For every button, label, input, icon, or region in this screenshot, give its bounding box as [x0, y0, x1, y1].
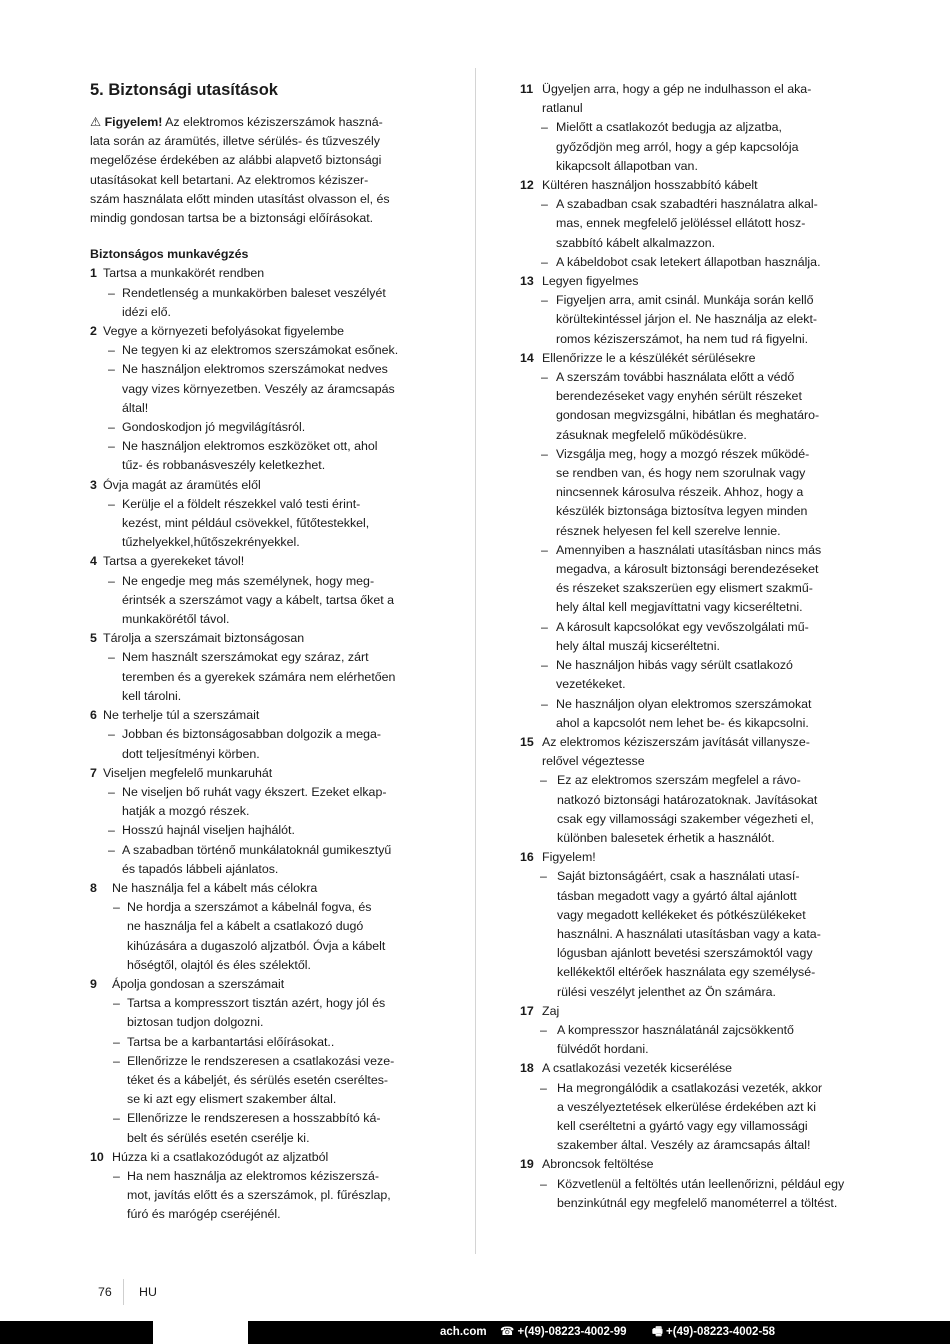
bullet-line: berendezéseket vagy enyhén sérült részeket [556, 389, 802, 404]
bullet-dash: – [108, 727, 115, 742]
bullet-line: kezést, mint például csövekkel, fűtőtestekkel, [122, 516, 370, 531]
bullet-line: benzinkútnál egy megfelelő manométerrel a töltést. [557, 1195, 838, 1210]
footer-separator [123, 1279, 124, 1305]
subheading: Biztonságos munkavégzés [90, 247, 249, 262]
bullet-line: Ellenőrizze le rendszeresen a csatlakozási veze- [127, 1053, 395, 1068]
item-number: 3 [90, 477, 97, 492]
bullet-item [520, 1175, 865, 1213]
bullet-item [520, 445, 865, 541]
intro-line: utasításokat kell betartani. Az elektromos kéziszer- [90, 172, 369, 187]
bullet-dash: – [540, 773, 547, 788]
bullet-line: kikapcsolt állapotban van. [556, 158, 698, 173]
item-heading [520, 176, 865, 195]
bullet-line: romos kéziszerszámot, ha nem tud rá figyelni. [556, 331, 809, 346]
item-number: 14 [520, 350, 534, 365]
item-title-line: Zaj [542, 1003, 560, 1018]
bullet-item [90, 1033, 435, 1052]
bullet-line: Ha megrongálódik a csatlakozási vezeték, akkor [557, 1080, 823, 1095]
bullet-line: Ne hordja a szerszámot a kábelnál fogva, és [127, 900, 372, 915]
bullet-line: résznek helyesen fel kell szerelve lennie. [556, 523, 781, 538]
bullet-line: A kábeldobot csak letekert állapotban használja. [556, 254, 821, 269]
bullet-dash: – [108, 285, 115, 300]
bullet-line: tásban megadott vagy a gyártó által ajánlott [557, 888, 797, 903]
left-column [90, 80, 435, 1225]
item-heading [520, 349, 865, 368]
bullet-line: zásuknak megfelelő működésükre. [556, 427, 747, 442]
item-heading [520, 1059, 865, 1078]
bullet-item [90, 572, 435, 630]
item-title: Ne használja fel a kábelt más célokra [112, 880, 318, 895]
left-item-list [90, 264, 435, 1224]
bullet-line: nincsennek károsulva részeik. Ahhoz, hogy a [556, 485, 804, 500]
bullet-line: tűzhelyekkel,hűtőszekrényekkel. [122, 535, 300, 550]
intro-line: mindig gondosan tartsa be a biztonsági előírásokat. [90, 211, 374, 226]
item-number: 8 [90, 880, 97, 895]
intro-line: Az elektromos kéziszerszámok haszná- [162, 115, 383, 129]
item-heading [90, 552, 435, 571]
item-number: 9 [90, 976, 97, 991]
bullet-item [520, 656, 865, 694]
bullet-line: ne használja fel a kábelt a csatlakozó dugó [127, 919, 364, 934]
bullet-line: csak egy villamossági szakember végezheti el, [557, 811, 814, 826]
bullet-item [520, 291, 865, 349]
page-number: 76 [98, 1285, 112, 1299]
bullet-dash: – [540, 1022, 547, 1037]
bullet-item [90, 1109, 435, 1147]
bullet-dash: – [108, 842, 115, 857]
item-title: Tartsa a gyerekeket távol! [103, 554, 245, 569]
bullet-dash: – [108, 784, 115, 799]
bullet-line: és részeket szakszerüen egy elismert szakmű- [556, 581, 813, 596]
bullet-line: Ne használjon hibás vagy sérült csatlakozó [556, 658, 793, 673]
bullet-item [90, 437, 435, 475]
item-heading [520, 80, 865, 118]
item-title-line: ratlanul [542, 101, 583, 116]
item-title: Vegye a környezeti befolyásokat figyelembe [103, 324, 345, 339]
bullet-line: megadva, a károsult biztonsági berendezéseket [556, 562, 819, 577]
bullet-line: fúró és marógép cseréjénél. [127, 1207, 281, 1222]
item-heading [520, 848, 865, 867]
item-number: 12 [520, 178, 534, 193]
item-number: 7 [90, 765, 97, 780]
item-number: 6 [90, 708, 97, 723]
item-heading [90, 476, 435, 495]
item-heading [90, 706, 435, 725]
item-title: Ne terhelje túl a szerszámait [103, 708, 260, 723]
bullet-line: A szabadban csak szabadtéri használatra alkal- [556, 197, 818, 212]
bullet-line: A szabadban történő munkálatoknál gumikesztyű [122, 842, 392, 857]
intro-line: szám használata előtt minden utasítást olvasson el, és [90, 191, 390, 206]
bullet-line: tűz- és robbanásveszély keletkezhet. [122, 458, 326, 473]
bullet-line: Figyeljen arra, amit csinál. Munkája során kellő [556, 293, 814, 308]
bullet-dash: – [113, 1111, 120, 1126]
bullet-dash: – [113, 1168, 120, 1183]
item-number: 17 [520, 1003, 534, 1018]
bullet-dash: – [541, 293, 548, 308]
bullet-line: ahol a kapcsolót nem lehet be- és kikapcsolni. [556, 715, 809, 730]
item-heading [520, 272, 865, 291]
bullet-dash: – [108, 496, 115, 511]
item-number: 4 [90, 554, 97, 569]
bullet-item [520, 253, 865, 272]
bullet-dash: – [541, 197, 548, 212]
bullet-line: Amennyiben a használati utasításban nincs más [556, 542, 822, 557]
item-number: 13 [520, 274, 534, 289]
bullet-line: téket és a kábeljét, és sérülés esetén cseréltes- [127, 1072, 389, 1087]
bullet-line: Jobban és biztonságosabban dolgozik a mega- [122, 727, 382, 742]
bullet-item [90, 418, 435, 437]
item-number: 19 [520, 1157, 534, 1172]
bullet-line: teremben és a gyerekek számára nem elérhetően [122, 669, 396, 684]
item-heading [90, 322, 435, 341]
item-heading [90, 879, 435, 898]
bullet-line: hatják a mozgó részek. [122, 804, 250, 819]
bullet-line: győződjön meg arról, hogy a gép kapcsolója [556, 139, 799, 154]
item-title: Óvja magát az áramütés elől [103, 477, 261, 492]
fax-text: 🖷 +(49)-08223-4002-58 [652, 1326, 776, 1338]
bullet-line: kihúzására a dugaszoló aljzatból. Óvja a kábelt [127, 938, 386, 953]
item-title-line: Kültéren használjon hosszabbító kábelt [542, 178, 758, 193]
bullet-item [90, 341, 435, 360]
item-title-line: Az elektromos kéziszerszám javítását villanysze- [542, 734, 810, 749]
website-text: ach.com [440, 1326, 487, 1338]
section-title: 5. Biztonsági utasítások [90, 81, 278, 99]
intro-paragraph [90, 113, 435, 228]
bullet-item [90, 495, 435, 553]
item-number: 5 [90, 631, 97, 646]
item-heading [90, 764, 435, 783]
item-title-line: Ügyeljen arra, hogy a gép ne indulhasson el aka- [542, 82, 812, 96]
bullet-item [90, 994, 435, 1032]
bullet-dash: – [541, 619, 548, 634]
bullet-line: natkozó biztonsági határozatoknak. Javításokat [557, 792, 818, 807]
bullet-item [520, 695, 865, 733]
bullet-line: belt és sérülés esetén cserélje ki. [127, 1130, 310, 1145]
bullet-dash: – [108, 439, 115, 454]
bullet-dash: – [541, 120, 548, 135]
bullet-line: Saját biztonságáért, csak a használati utasí- [557, 869, 800, 884]
bullet-item [90, 783, 435, 821]
bullet-dash: – [108, 650, 115, 665]
bullet-line: által! [122, 400, 149, 415]
bullet-line: Ne használjon elektromos eszközöket ott, ahol [122, 439, 378, 454]
bullet-item [90, 841, 435, 879]
bullet-line: Ne tegyen ki az elektromos szerszámokat esőnek. [122, 343, 399, 358]
bullet-line: mot, javítás előtt és a szerszámok, pl. fűrészlap, [127, 1188, 391, 1203]
bullet-line: Ha nem használja az elektromos kéziszerszá- [127, 1168, 380, 1183]
bullet-line: érintsék a szerszámot vagy a kábelt, tartsa őket a [122, 592, 395, 607]
bullet-line: Ne engedje meg más személynek, hogy meg- [122, 573, 375, 588]
item-number: 15 [520, 734, 534, 749]
bullet-item [520, 771, 865, 848]
item-title: Tartsa a munkakörét rendben [103, 266, 265, 281]
bullet-line: vezetékeket. [556, 677, 626, 692]
item-heading [520, 1002, 865, 1021]
bullet-dash: – [108, 573, 115, 588]
bullet-line: kell tárolni. [122, 688, 182, 703]
item-title-line: Ellenőrizze le a készülékét sérülésekre [542, 350, 756, 365]
item-heading [90, 1148, 435, 1167]
bullet-dash: – [541, 446, 548, 461]
item-number: 1 [90, 266, 97, 281]
item-title-line: Figyelem! [542, 850, 596, 865]
bullet-dash: – [113, 1034, 120, 1049]
bullet-line: biztosan tudjon dolgozni. [127, 1015, 264, 1030]
bullet-item [90, 648, 435, 706]
bullet-line: A szerszám további használata előtt a védő [556, 370, 795, 385]
bullet-dash: – [108, 362, 115, 377]
bullet-line: hőségtől, olajtól és éles szélektől. [127, 957, 311, 972]
right-column [520, 80, 865, 1213]
bullet-line: idézi elő. [122, 304, 171, 319]
bullet-line: szabbító kábelt alkalmazzon. [556, 235, 716, 250]
bullet-line: Tartsa be a karbantartási előírásokat.. [127, 1034, 335, 1049]
bullet-line: szakember által. Veszély az áramcsapás által! [557, 1138, 811, 1153]
bullet-item [90, 360, 435, 418]
bullet-line: gondosan megvizsgálni, hibátlan és meghatáro- [556, 408, 820, 423]
bullet-line: munkakörétől távol. [122, 612, 230, 627]
bullet-item [520, 1021, 865, 1059]
right-item-list [520, 80, 865, 1213]
bullet-dash: – [540, 1080, 547, 1095]
warning-icon: ⚠ [90, 115, 102, 129]
bullet-line: hely által kell megjavíttatni vagy kicseréltetni. [556, 600, 803, 615]
language-code: HU [139, 1285, 157, 1299]
bullet-item [520, 368, 865, 445]
bullet-dash: – [541, 658, 548, 673]
item-title-line: Legyen figyelmes [542, 274, 639, 289]
bullet-item [520, 118, 865, 176]
bullet-line: különben balesetek érhetik a használót. [557, 830, 775, 845]
bullet-line: mas, ennek megfelelő jelöléssel ellátott hosz- [556, 216, 806, 231]
bullet-item [520, 541, 865, 618]
bullet-line: Mielőtt a csatlakozót bedugja az aljzatba, [556, 120, 782, 135]
bullet-line: hely által muszáj kicseréltetni. [556, 638, 720, 653]
bullet-line: Vizsgálja meg, hogy a mozgó részek működé- [556, 446, 810, 461]
bullet-line: Kerülje el a földelt részekkel való testi érint- [122, 496, 361, 511]
item-number: 10 [90, 1149, 104, 1164]
warning-word: Figyelem! [104, 115, 163, 129]
bullet-line: Gondoskodjon jó megvilágításról. [122, 420, 306, 435]
item-number: 16 [520, 850, 534, 865]
bullet-line: Tartsa a kompresszort tisztán azért, hogy jól és [127, 996, 386, 1011]
bullet-item [520, 1079, 865, 1156]
bullet-line: használni. A használati utasításban vagy a kata- [557, 926, 821, 941]
bullet-line: készülék biztonsága biztosítva legyen minden [556, 504, 808, 519]
item-number: 18 [520, 1061, 534, 1076]
bullet-dash: – [541, 254, 548, 269]
item-title-line: Abroncsok feltöltése [542, 1157, 654, 1172]
bullet-dash: – [113, 1053, 120, 1068]
item-heading [520, 1155, 865, 1174]
bullet-item [520, 618, 865, 656]
bullet-item [90, 821, 435, 840]
intro-line: lata során az áramütés, illetve sérülés- és tűzveszély [90, 134, 380, 149]
bullet-line: se ki azt egy elismert szakember által. [127, 1092, 337, 1107]
footer-bar-contact [248, 1321, 950, 1344]
bullet-item [90, 1052, 435, 1110]
bullet-dash: – [113, 900, 120, 915]
bullet-line: rülési veszélyt jelenthet az Ön számára. [557, 984, 776, 999]
bullet-line: Nem használt szerszámokat egy száraz, zárt [122, 650, 369, 665]
item-number: 2 [90, 324, 97, 339]
bullet-line: Rendetlenség a munkakörben baleset veszélyét [122, 285, 386, 300]
bullet-line: kell cseréltetni a gyártó vagy egy villamossági [557, 1118, 808, 1133]
bullet-dash: – [540, 869, 547, 884]
bullet-line: fülvédőt hordani. [557, 1042, 649, 1057]
item-title: Viseljen megfelelő munkaruhát [103, 765, 273, 780]
item-title: Húzza ki a csatlakozódugót az aljzatból [112, 1149, 329, 1164]
bullet-line: körültekintéssel járjon el. Ne használja az elekt- [556, 312, 818, 327]
item-heading [90, 264, 435, 283]
bullet-item [520, 195, 865, 253]
bullet-dash: – [541, 696, 548, 711]
bullet-dash: – [108, 343, 115, 358]
item-heading [520, 733, 865, 771]
bullet-dash: – [540, 1176, 547, 1191]
item-title-line: relővel végeztesse [542, 754, 645, 769]
footer-bar-left [0, 1321, 153, 1344]
bullet-dash: – [108, 823, 115, 838]
bullet-line: dott teljesítményi körben. [122, 746, 260, 761]
bullet-dash: – [113, 996, 120, 1011]
item-title-line: A csatlakozási vezeték kicserélése [542, 1061, 733, 1076]
bullet-line: vagy vizes környezetben. Veszély az áramcsapás [122, 381, 395, 396]
bullet-dash: – [108, 420, 115, 435]
bullet-line: Hosszú hajnál viseljen hajhálót. [122, 823, 295, 838]
bullet-dash: – [541, 370, 548, 385]
bullet-line: Ne viseljen bő ruhát vagy ékszert. Ezeket elkap- [122, 784, 387, 799]
bullet-line: vagy megadott kellékeket és pótkészülékeket [557, 907, 806, 922]
item-heading [90, 975, 435, 994]
bullet-dash: – [541, 542, 548, 557]
bullet-item [520, 867, 865, 1001]
bullet-line: Ez az elektromos szerszám megfelel a rávo- [557, 773, 801, 788]
column-divider [475, 68, 476, 1254]
bullet-line: kellékektől eltérőek használata egy személysé- [557, 965, 816, 980]
phone-text: ☎ +(49)-08223-4002-99 [500, 1326, 627, 1338]
bullet-line: A károsult kapcsolókat egy vevőszolgálati mű- [556, 619, 809, 634]
intro-line: megelőzése érdekében az alábbi alapvető biztonsági [90, 153, 382, 168]
bullet-item [90, 284, 435, 322]
item-title: Ápolja gondosan a szerszámait [112, 976, 285, 991]
bullet-line: a veszélyeztetések elkerülése érdekében azt ki [557, 1099, 816, 1114]
bullet-line: Közvetlenül a feltöltés után leellenőrizni, például egy [557, 1176, 845, 1191]
item-number: 11 [520, 82, 534, 96]
bullet-item [90, 725, 435, 763]
bullet-line: A kompresszor használatánál zajcsökkentő [557, 1022, 794, 1037]
bullet-line: Ne használjon olyan elektromos szerszámokat [556, 696, 812, 711]
bullet-line: se rendben van, és hogy nem szorulnak vagy [556, 466, 806, 481]
bullet-item [90, 898, 435, 975]
bullet-line: Ellenőrizze le rendszeresen a hosszabbító ká- [127, 1111, 381, 1126]
bullet-item [90, 1167, 435, 1225]
bullet-line: Ne használjon elektromos szerszámokat nedves [122, 362, 388, 377]
bullet-line: és tapadós lábbeli ajánlatos. [122, 861, 279, 876]
item-heading [90, 629, 435, 648]
item-title: Tárolja a szerszámait biztonságosan [103, 631, 305, 646]
bullet-line: lógusban ajánlott bevetési szerszámoktól vagy [557, 946, 813, 961]
